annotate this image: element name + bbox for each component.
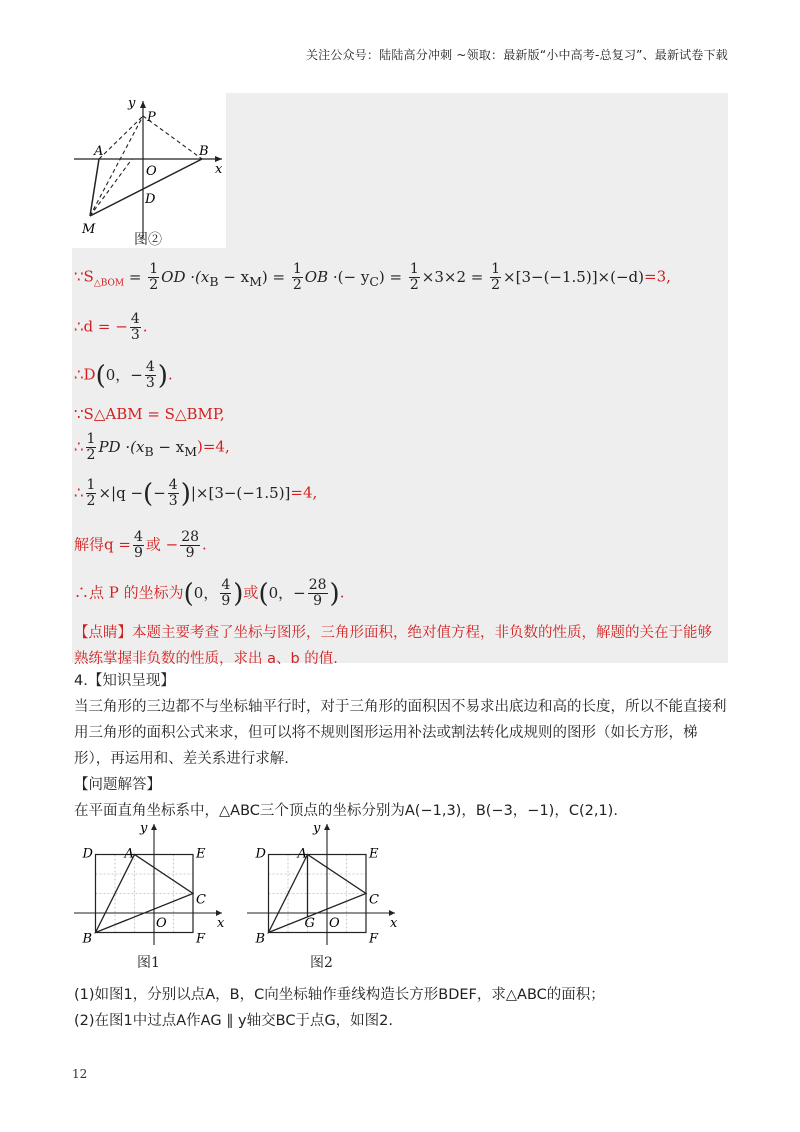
problem-statement: 在平面直角坐标系中，△ABC三个顶点的坐标分别为A(−1,3)，B(−3，−1)，C(2,1).	[74, 803, 618, 819]
svg-text:A: A	[94, 144, 104, 159]
section-4-heading: 4.【知识呈现】	[74, 673, 175, 689]
label-c: C	[196, 892, 206, 908]
solution-line-1: $\because S_{\triangle BOM}$ = $\frac{1}{2}$ OD $\cdot(x_B - x_M)$ = $\frac{1}{2}$ OB ·(− $y_C$) = $\frac{1}{2}$ ×3×2 = $\frac{1}{2}$ ×[3−(−1.5)]×(−d)=3,	[74, 261, 671, 293]
figure-2-caption: 图②	[134, 232, 162, 248]
svg-text:O: O	[146, 164, 157, 179]
note-text: 本题主要考查了坐标与图形，三角形面积，绝对值方程，非负数的性质，解题的关在于能够熟练掌握非负数的性质，求出 a、b 的值.	[74, 625, 712, 667]
svg-text:P: P	[147, 110, 156, 125]
grid-figure-1-caption: 图1	[137, 955, 160, 971]
label-g: G	[304, 916, 315, 931]
label-e: E	[196, 846, 206, 862]
label-f: F	[369, 931, 379, 947]
solution-line-5: ∴ $\frac{1}{2}$ PD $\cdot(x_B - x_M)=4$,	[74, 431, 230, 463]
label-y: y	[140, 821, 148, 836]
solution-line-2: ∴d = − $\frac{4}{3}$ .	[74, 311, 148, 343]
label-o: O	[329, 916, 340, 931]
label-f: F	[196, 931, 206, 947]
svg-text:B: B	[199, 144, 209, 159]
figure-2-svg	[72, 93, 226, 248]
label-c: C	[369, 892, 379, 908]
y-axis-arrow	[324, 824, 330, 830]
label-a: A	[124, 846, 134, 862]
svg-text:y: y	[128, 96, 136, 111]
svg-text:M: M	[82, 222, 96, 237]
label-b: B	[255, 931, 266, 947]
grid-figure-2	[245, 820, 405, 950]
grid-figure-2-caption: 图2	[310, 955, 333, 971]
solution-line-3: ∴D(0，− $\frac{4}{3}$ ).	[74, 359, 173, 391]
page-number: 12	[72, 1067, 88, 1081]
solution-line-6: ∴ $\frac{1}{2}$ ×|q −(− $\frac{4}{3}$ )|×[3−(−1.5)]=4,	[74, 477, 318, 509]
qa-heading: 【问题解答】	[74, 777, 161, 793]
label-x: x	[217, 916, 225, 931]
question-2: (2)在图1中过点A作AG ∥ y轴交BC于点G，如图2.	[74, 1013, 394, 1029]
label-y: y	[313, 821, 321, 836]
solution-line-8: ∴点 P 的坐标为(0， $\frac{4}{9}$ )或(0，− $\frac{28}{9}$ ).	[74, 577, 345, 609]
question-1: (1)如图1，分别以点A，B，C向坐标轴作垂线构造长方形BDEF，求△ABC的面积；	[74, 987, 605, 1003]
label-x: x	[390, 916, 398, 931]
y-axis-arrow	[151, 824, 157, 830]
figure-2-coordinate-diagram	[72, 93, 226, 248]
label-d: D	[255, 846, 266, 862]
label-o: O	[156, 916, 167, 931]
solution-line-4: ∵S△ABM = S△BMP,	[74, 405, 225, 423]
solution-line-7: 解得q = $\frac{4}{9}$ 或 − $\frac{28}{9}$ .	[74, 529, 207, 561]
section-4-paragraph: 当三角形的三边都不与坐标轴平行时，对于三角形的面积因不易求出底边和高的长度，所以不能直接利用三角形的面积公式来求，但可以将不规则图形运用补法或割法转化成规则的图形（如长方形，梯形），再运用和、差关系进行求解.	[74, 699, 727, 767]
label-b: B	[82, 931, 93, 947]
svg-text:D: D	[145, 192, 156, 207]
label-d: D	[82, 846, 93, 862]
svg-text:x: x	[215, 162, 223, 177]
label-a: A	[297, 846, 307, 862]
page-header: 关注公众号：陆陆高分冲刺 ~领取：最新版“小中高考-总复习”、最新试卷下载	[305, 48, 728, 62]
grid-figure-1	[72, 820, 232, 950]
label-e: E	[369, 846, 379, 862]
key-point-note	[74, 620, 726, 672]
note-tag: 【点睛】	[74, 625, 132, 641]
